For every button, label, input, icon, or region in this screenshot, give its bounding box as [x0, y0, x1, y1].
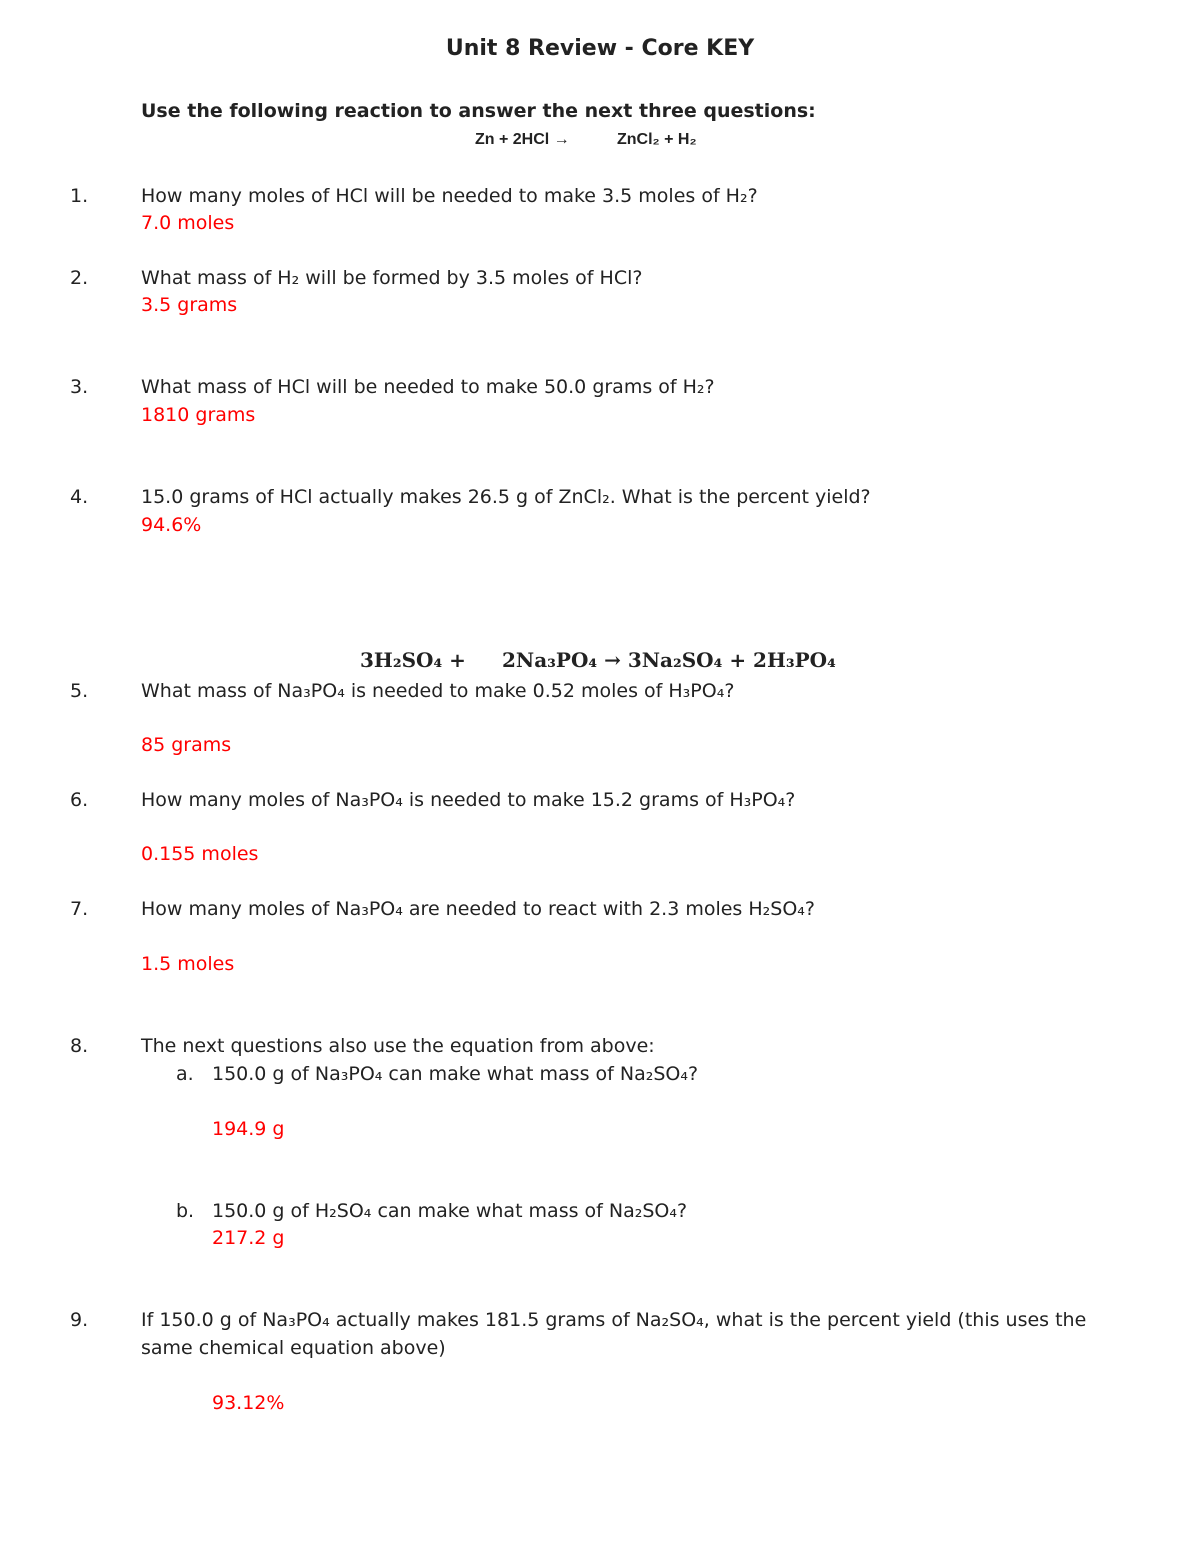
question-text: What mass of H₂ will be formed by 3.5 moles of HCl?	[141, 267, 643, 289]
equation-1-left: Zn + 2HCl →	[475, 131, 570, 148]
equation-2-part2: 2Na₃PO₄ → 3Na₂SO₄ + 2H₃PO₄	[502, 648, 836, 672]
question-text: What mass of Na₃PO₄ is needed to make 0.52 moles of H₃PO₄?	[141, 680, 735, 702]
question-text: 15.0 grams of HCl actually makes 26.5 g of ZnCl₂. What is the percent yield?	[141, 486, 871, 508]
intro-text: Use the following reaction to answer the next three questions:	[141, 100, 816, 122]
question-number: 2.	[70, 267, 89, 289]
page-title: Unit 8 Review - Core KEY	[445, 36, 755, 61]
answer-text: 217.2 g	[212, 1227, 285, 1249]
subquestion-text: 150.0 g of Na₃PO₄ can make what mass of Na₂SO₄?	[212, 1063, 699, 1085]
answer-text: 194.9 g	[212, 1118, 285, 1140]
subquestion-letter: a.	[176, 1063, 194, 1085]
question-text: How many moles of Na₃PO₄ are needed to react with 2.3 moles H₂SO₄?	[141, 898, 815, 920]
question-number: 7.	[70, 898, 89, 920]
answer-text: 3.5 grams	[141, 294, 238, 316]
question-text: How many moles of HCl will be needed to make 3.5 moles of H₂?	[141, 185, 758, 207]
answer-text: 7.0 moles	[141, 212, 235, 234]
question-text: How many moles of Na₃PO₄ is needed to make 15.2 grams of H₃PO₄?	[141, 789, 796, 811]
question-number: 3.	[70, 376, 89, 398]
question-number: 4.	[70, 486, 89, 508]
answer-text: 94.6%	[141, 514, 202, 536]
answer-text: 85 grams	[141, 734, 232, 756]
answer-text: 0.155 moles	[141, 843, 259, 865]
subquestion-letter: b.	[176, 1200, 195, 1222]
equation-1-right: ZnCl₂ + H₂	[617, 131, 697, 148]
answer-text: 1810 grams	[141, 404, 256, 426]
question-number: 5.	[70, 680, 89, 702]
question-text: The next questions also use the equation from above:	[141, 1035, 655, 1057]
question-number: 6.	[70, 789, 89, 811]
answer-text: 93.12%	[212, 1392, 285, 1414]
question-text: What mass of HCl will be needed to make 50.0 grams of H₂?	[141, 376, 715, 398]
question-number: 1.	[70, 185, 89, 207]
question-text-line1: If 150.0 g of Na₃PO₄ actually makes 181.5 grams of Na₂SO₄, what is the percent yield (this uses the	[141, 1309, 1087, 1331]
question-number: 8.	[70, 1035, 89, 1057]
answer-text: 1.5 moles	[141, 953, 235, 975]
question-number: 9.	[70, 1309, 89, 1331]
question-text-line2: same chemical equation above)	[141, 1337, 446, 1359]
subquestion-text: 150.0 g of H₂SO₄ can make what mass of Na₂SO₄?	[212, 1200, 688, 1222]
equation-2-part1: 3H₂SO₄ +	[360, 648, 466, 672]
